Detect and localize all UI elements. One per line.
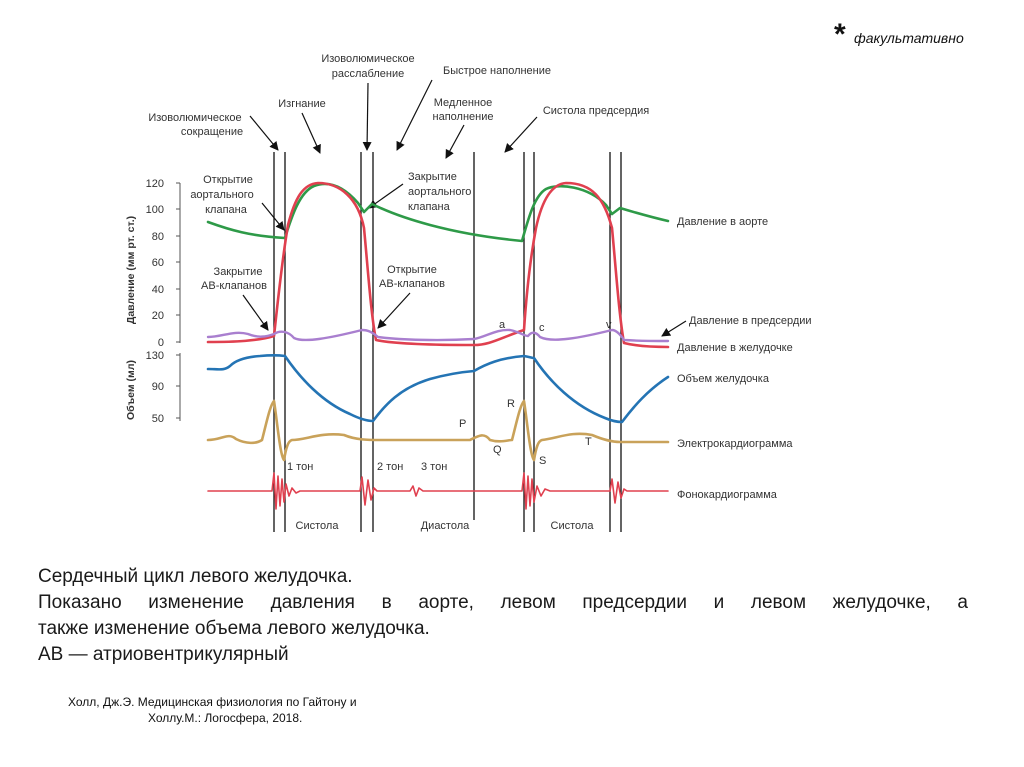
phase-iso-relaxation-label-1: Изоволюмическое — [321, 53, 415, 65]
pressure-tick-20: 20 — [151, 310, 164, 322]
wave-label-S: S — [539, 455, 547, 467]
volume-tick-130: 130 — [145, 350, 164, 362]
phase-iso-contraction-arrow — [250, 116, 278, 150]
phase-slow-filling-arrow — [446, 125, 464, 158]
reference-line-2: Холлу.М.: Логосфера, 2018. — [148, 711, 303, 725]
phase-atrial-systole-label: Систола предсердия — [542, 105, 650, 117]
phase-ejection-arrow — [302, 113, 320, 153]
volume-tick-90: 90 — [151, 381, 164, 393]
caption-line-2: Показано изменение давления в аорте, левом предсердии и левом желудочке, а — [38, 592, 968, 613]
ventricular-volume-curve — [208, 355, 668, 422]
third-sound-label: 3 тон — [421, 461, 448, 473]
caption-line-3: также изменение объема левого желудочка. — [38, 618, 430, 639]
av-close-label-2: АВ-клапанов — [201, 280, 267, 292]
period-systole-1: Систола — [295, 520, 339, 532]
phase-slow-filling-label-1: Медленное — [433, 97, 493, 109]
ventricular-curve-label: Давление в желудочке — [677, 342, 793, 354]
av-close-arrow — [243, 295, 268, 330]
phase-rapid-filling-label: Быстрое наполнение — [442, 65, 552, 77]
volume-tick-50: 50 — [151, 413, 164, 425]
pressure-axis-label: Давление (мм рт. ст.) — [125, 215, 137, 325]
pressure-tick-40: 40 — [151, 284, 164, 296]
aortic-curve-label: Давление в аорте — [677, 216, 769, 228]
pressure-tick-100: 100 — [145, 204, 164, 216]
av-open-label-1: Открытие — [387, 264, 437, 276]
phase-iso-contraction-label-2: сокращение — [180, 126, 244, 138]
wave-label-a: a — [499, 319, 506, 331]
volume-axis-label: Объем (мл) — [125, 360, 137, 420]
wave-label-R: R — [507, 398, 515, 410]
pressure-tick-120: 120 — [145, 178, 164, 190]
aortic-open-label-3: клапана — [205, 204, 247, 216]
phase-iso-contraction-label-1: Изоволюмическое — [148, 112, 242, 124]
wave-label-v: v — [606, 319, 612, 331]
av-open-arrow — [378, 293, 410, 328]
av-open-label-2: АВ-клапанов — [379, 278, 445, 290]
wave-label-Q: Q — [493, 444, 502, 456]
phonocardiogram-curve — [208, 473, 668, 509]
aortic-open-label-1: Открытие — [203, 174, 253, 186]
atrial-label-arrow — [662, 321, 686, 336]
asterisk-mark: * — [834, 18, 846, 51]
phase-atrial-systole-arrow — [505, 117, 537, 152]
aortic-open-label-2: аортального — [190, 189, 254, 201]
phase-rapid-filling-arrow — [397, 80, 432, 150]
phono-curve-label: Фонокардиограмма — [677, 489, 777, 501]
pressure-tick-60: 60 — [151, 257, 164, 269]
av-close-label-1: Закрытие — [213, 266, 263, 278]
caption-line-4: АВ — атриовентрикулярный — [38, 644, 289, 665]
phase-ejection-label: Изгнание — [278, 98, 326, 110]
aortic-open-arrow — [262, 203, 284, 230]
second-sound-label: 2 тон — [377, 461, 404, 473]
first-sound-label: 1 тон — [287, 461, 314, 473]
reference-line-1: Холл, Дж.Э. Медицинская физиология по Гайтону и — [68, 695, 357, 709]
caption-title: Сердечный цикл левого желудочка. — [38, 566, 353, 587]
atrial-pressure-curve — [208, 330, 668, 341]
ecg-curve — [208, 401, 668, 460]
wave-label-P: P — [459, 418, 467, 430]
pressure-tick-0: 0 — [157, 337, 164, 349]
phase-iso-relaxation-label-2: расслабление — [331, 68, 405, 80]
aortic-close-label-3: клапана — [408, 201, 450, 213]
aortic-close-label-1: Закрытие — [408, 171, 457, 183]
volume-curve-label: Объем желудочка — [677, 373, 769, 385]
pressure-tick-80: 80 — [151, 231, 164, 243]
wave-label-T: T — [585, 436, 592, 448]
wave-label-c: c — [539, 322, 545, 334]
phase-slow-filling-label-2: наполнение — [432, 111, 494, 123]
aortic-close-label-2: аортального — [408, 186, 472, 198]
phase-iso-relaxation-arrow — [367, 83, 368, 150]
atrial-curve-label: Давление в предсердии — [689, 315, 812, 327]
figure-caption — [38, 564, 968, 668]
period-diastole: Диастола — [420, 520, 470, 532]
period-systole-2: Систола — [550, 520, 594, 532]
ecg-curve-label: Электрокардиограмма — [677, 438, 793, 450]
optional-note: факультативно — [854, 30, 964, 46]
